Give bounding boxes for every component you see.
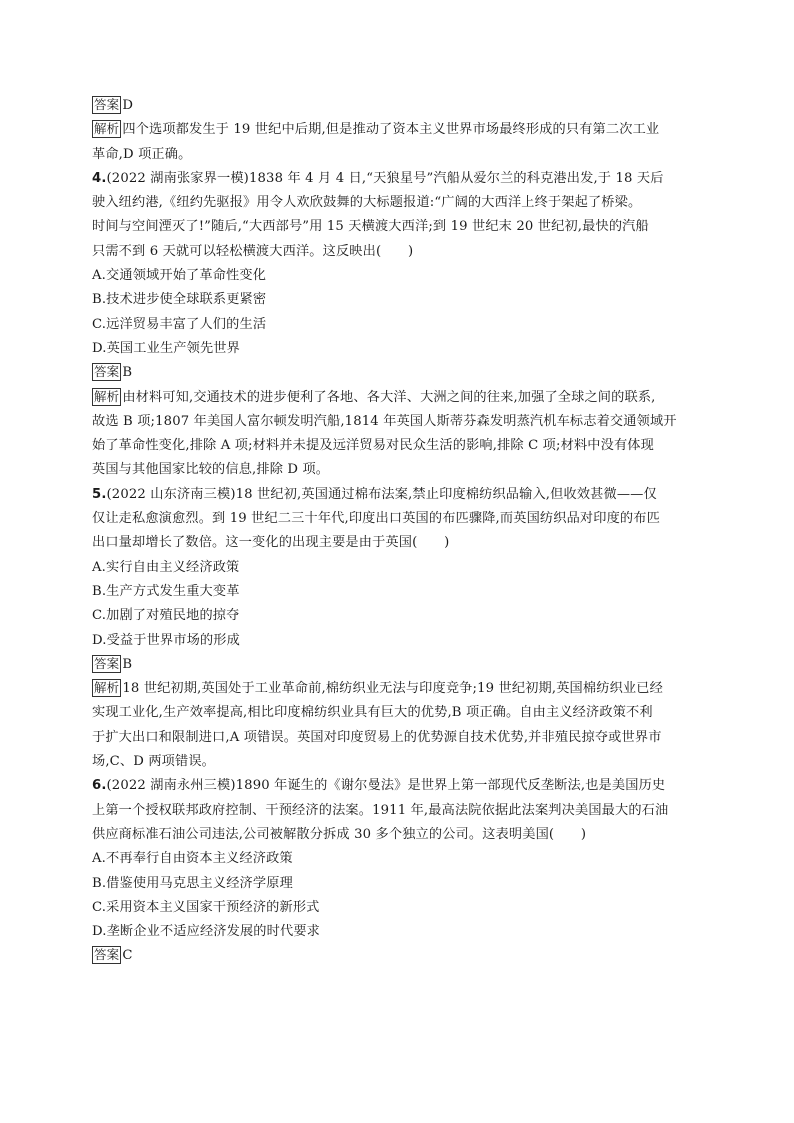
option-line [92, 604, 704, 628]
option-line [92, 556, 704, 580]
option-text: A.实行自由主义经济政策 [92, 559, 240, 575]
analysis-text: 场,C、D 两项错误。 [92, 754, 216, 770]
question-line [92, 507, 704, 531]
option-text: D.英国工业生产领先世界 [92, 340, 240, 356]
question-text: (2022 山东济南三模)18 世纪初,英国通过棉布法案,禁止印度棉纺织品输入,但收效甚微——仅 [106, 486, 657, 502]
question-line [92, 167, 704, 191]
option-text: B.技术进步使全球联系更紧密 [92, 292, 267, 308]
analysis-tag: 解析 [94, 680, 120, 696]
analysis-tag: 解析 [94, 388, 120, 404]
answer-value: B [122, 365, 133, 381]
question-text: (2022 湖南永州三模)1890 年诞生的《谢尔曼法》是世界上第一部现代反垄断法,也是美国历史 [106, 778, 666, 794]
question-line [92, 774, 704, 798]
option-line [92, 580, 704, 604]
option-line [92, 313, 704, 337]
option-text: D.受益于世界市场的形成 [92, 632, 240, 648]
option-text: A.交通领域开始了革命性变化 [92, 268, 267, 284]
analysis-text: 于扩大出口和限制进口,A 项错误。英国对印度贸易上的优势源自技术优势,并非殖民掠夺或世界市 [92, 729, 662, 745]
answer-line [92, 653, 704, 677]
option-line [92, 920, 704, 944]
analysis-text: 革命,D 项正确。 [92, 146, 192, 162]
question-line [92, 240, 704, 264]
analysis-line [92, 726, 704, 750]
option-line [92, 629, 704, 653]
analysis-text: 由材料可知,交通技术的进步便利了各地、各大洋、大洲之间的往来,加强了全球之间的联系, [122, 389, 656, 405]
option-line [92, 847, 704, 871]
answer-tag: 答案 [94, 364, 120, 380]
analysis-line [92, 701, 704, 725]
analysis-line [92, 410, 704, 434]
question-line [92, 483, 704, 507]
analysis-line [92, 434, 704, 458]
answer-line [92, 94, 704, 118]
question-text: 只需不到 6 天就可以轻松横渡大西洋。这反映出( ) [92, 243, 414, 259]
answer-line [92, 944, 704, 968]
analysis-text: 故选 B 项;1807 年美国人富尔顿发明汽船,1814 年英国人斯蒂芬森发明蒸汽机车标志着交通领域开 [92, 413, 677, 429]
question-text: 供应商标准石油公司违法,公司被解散分拆成 30 多个独立的公司。这表明美国( ) [92, 826, 587, 842]
answer-line [92, 361, 704, 385]
answer-value: B [122, 656, 133, 672]
answer-value: D [122, 98, 134, 113]
answer-tag: 答案 [94, 97, 120, 112]
question-number: 6. [92, 778, 107, 794]
question-line [92, 531, 704, 555]
analysis-text: 四个选项都发生于 19 世纪中后期,但是推动了资本主义世界市场最终形成的只有第二次工业 [122, 122, 660, 138]
option-text: D.垄断企业不适应经济发展的时代要求 [92, 924, 320, 940]
answer-tag: 答案 [94, 947, 120, 963]
question-number: 4. [92, 170, 107, 186]
analysis-line [92, 118, 704, 142]
option-text: C.远洋贸易丰富了人们的生活 [92, 316, 267, 332]
question-text: 时间与空间湮灭了!”随后,“大西部号”用 15 天横渡大西洋;到 19 世纪末 20 世纪初,最快的汽船 [92, 219, 649, 235]
analysis-text: 英国与其他国家比较的信息,排除 D 项。 [92, 462, 330, 478]
question-number: 5. [92, 486, 107, 502]
option-line [92, 288, 704, 312]
answer-value: C [122, 948, 133, 964]
question-text: 上第一个授权联邦政府控制、干预经济的法案。1911 年,最高法院依据此法案判决美国最大的石油 [92, 802, 669, 818]
question-line [92, 823, 704, 847]
analysis-line [92, 143, 704, 167]
analysis-line [92, 386, 704, 410]
option-line [92, 264, 704, 288]
analysis-tag: 解析 [94, 121, 120, 137]
question-line [92, 191, 704, 215]
analysis-text: 实现工业化,生产效率提高,相比印度棉纺织业具有巨大的优势,B 项正确。自由主义经济政策不利 [92, 705, 653, 721]
question-text: 出口量却增长了数倍。这一变化的出现主要是由于英国( ) [92, 535, 450, 551]
answer-tag: 答案 [94, 655, 120, 671]
option-text: C.采用资本主义国家干预经济的新形式 [92, 899, 320, 915]
question-line [92, 799, 704, 823]
option-line [92, 337, 704, 361]
question-line [92, 215, 704, 239]
option-text: A.不再奉行自由资本主义经济政策 [92, 851, 293, 867]
question-text: 仅让走私愈演愈烈。到 19 世纪二三十年代,印度出口英国的布匹骤降,而英国纺织品对印度的布匹 [92, 511, 660, 527]
question-text: (2022 湖南张家界一模)1838 年 4 月 4 日,“天狼星号”汽船从爱尔兰的科克港出发,于 18 天后 [106, 170, 664, 186]
option-text: B.借鉴使用马克思主义经济学原理 [92, 875, 293, 891]
question-text: 驶入纽约港,《纽约先驱报》用令人欢欣鼓舞的大标题报道:“广阔的大西洋上终于架起了桥梁。 [92, 195, 642, 211]
option-text: B.生产方式发生重大变革 [92, 583, 240, 599]
option-text: C.加剧了对殖民地的掠夺 [92, 608, 240, 624]
analysis-line [92, 677, 704, 701]
option-line [92, 896, 704, 920]
analysis-text: 始了革命性变化,排除 A 项;材料并未提及远洋贸易对民众生活的影响,排除 C 项;材料中没有体现 [92, 438, 654, 454]
analysis-line [92, 750, 704, 774]
analysis-line [92, 458, 704, 482]
document-page [92, 94, 704, 969]
option-line [92, 872, 704, 896]
analysis-text: 18 世纪初期,英国处于工业革命前,棉纺织业无法与印度竞争;19 世纪初期,英国棉纺织业已经 [122, 681, 663, 697]
